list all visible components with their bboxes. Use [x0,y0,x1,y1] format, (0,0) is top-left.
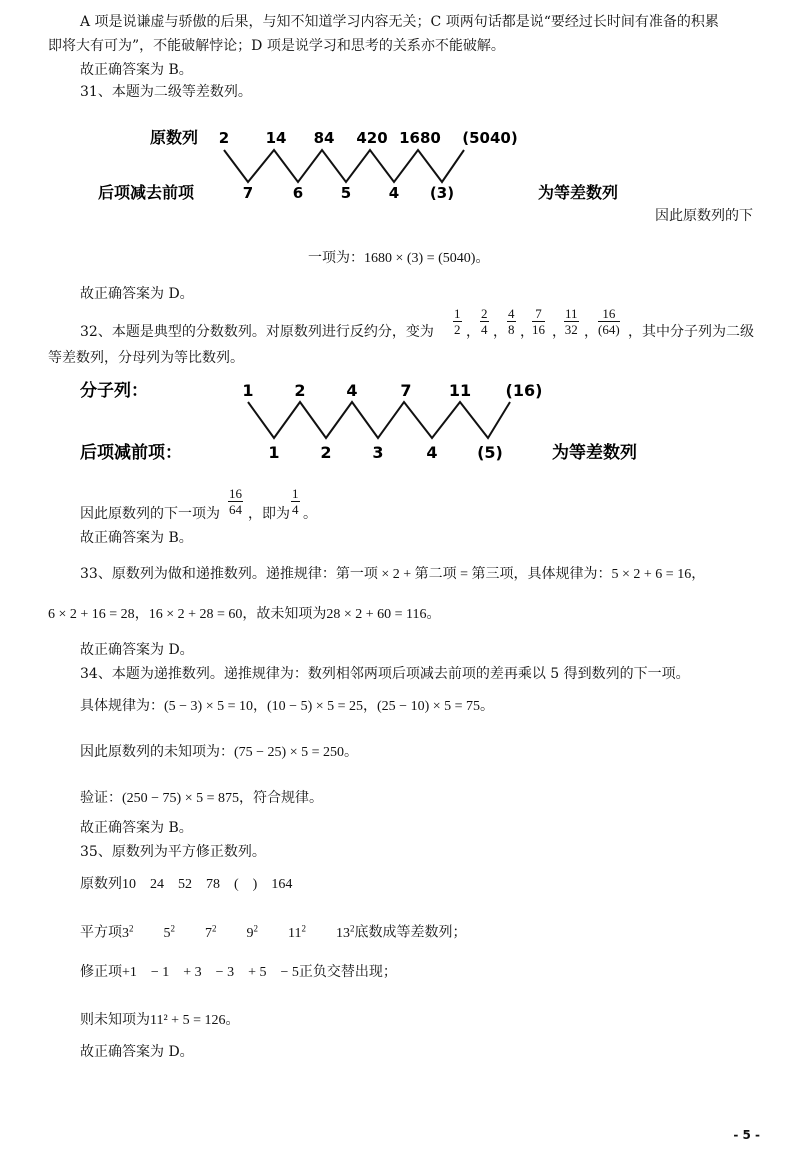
diagram-bottom-value: 2 [320,443,332,462]
formula: 5 × 2 + 6 = 16 [611,567,692,582]
diagram-bottom-value: 1 [268,443,280,462]
text: ， [691,566,706,582]
text: 正负交替出现； [298,964,397,980]
text: 。 [426,606,441,622]
square-term: $5^2$ [163,923,175,941]
text: 。 [475,250,490,266]
diagram-32 [0,372,800,472]
text: 平方项 [80,924,122,941]
text-line: ，其中分子列为二级 [628,324,754,340]
answer-line: 故正确答案为 D。 [80,642,194,658]
text-line: 因此原数列的下 [655,208,753,224]
text-line: 等差数列，分母列为等比数列。 [48,350,244,366]
text: 因此原数列的未知项为： [80,744,234,760]
diagram-top-value: 2 [294,381,306,400]
square-term: $3^2$ [122,923,134,941]
diagram-top-value: 2 [218,129,230,147]
text: 底数成等差数列； [354,924,467,941]
diagram-label-top: 分子列： [80,381,148,401]
answer-line: 故正确答案为 B。 [80,530,193,546]
fraction: $\frac{11}{32}$ [564,306,578,337]
text-line [80,1010,239,1031]
diagram-top-value: 11 [448,381,472,400]
text-line [80,874,292,895]
formula: (250 − 75) × 5 = 875 [122,791,240,806]
formula: 6 × 2 + 16 = 28 [48,607,135,622]
square-term: $9^2$ [246,923,258,941]
square-term: $7^2$ [205,923,217,941]
fraction: $\frac{16}{(64)}$ [598,306,620,337]
answer-line: 故正确答案为 D。 [80,286,194,302]
text-line [308,248,489,269]
diagram-top-value: 4 [346,381,358,400]
sequence-values: 10 24 52 78 ( ) 164 [122,877,293,892]
diagram-top-value: 14 [265,129,287,147]
answer-line: 故正确答案为 D。 [80,1044,194,1060]
separator: ， [466,324,480,340]
formula: 16 × 2 + 28 = 60 [148,607,243,622]
fraction: $\frac{16}{64}$ [229,486,242,517]
diagram-bottom-value: 7 [242,184,254,202]
diagram-top-value: (16) [505,381,543,400]
text: 具体规律为： [80,698,164,714]
diagram-top-value: 1680 [399,129,441,147]
question-34: 34、本题为递推数列。递推规律为：数列相邻两项后项减去前项的差再乘以 5 得到数列的下一项。 [80,666,690,682]
diagram-bottom-value: 4 [426,443,438,462]
formula: 11² + 5 = 126 [150,1013,226,1028]
answer-line: 故正确答案为 B。 [80,62,193,78]
zigzag-line [248,402,510,438]
text: ， [134,606,149,622]
diagram-bottom-value: 4 [388,184,400,202]
text-line [80,962,397,983]
diagram-bottom-value: (5) [477,443,503,462]
separator: ， [493,324,507,340]
text-line: A 项是说谦虚与骄傲的后果，与知不知道学习内容无关；C 项两句话都是说“要经过长时间有准备的积累 [80,14,719,30]
separator: ， [584,324,598,340]
square-term: $11^2$ [288,923,306,941]
diagram-bottom-value: 6 [292,184,304,202]
text: 修正项 [80,964,122,980]
formula: 1680 × (3) = (5040) [364,251,476,266]
formula: 28 × 2 + 60 = 116 [326,607,427,622]
text-line: ，即为 [248,506,290,522]
square-term: $13^2$ [335,923,355,941]
fraction: $\frac{1}{2}$ [454,306,461,337]
diagram-top-value: (5040) [462,129,518,147]
diagram-bottom-value: (3) [429,184,455,202]
diagram-tail: 为等差数列 [538,183,619,202]
diagram-top-value: 7 [400,381,412,400]
fraction: $\frac{4}{8}$ [508,306,515,337]
diagram-bottom-value: 5 [340,184,352,202]
separator: ， [520,324,534,340]
text-line: 。 [303,506,317,522]
zigzag-line [224,150,464,182]
fraction: $\frac{2}{4}$ [481,306,488,337]
formula: (75 − 25) × 5 = 250。 [234,745,359,760]
diagram-top-value: 1 [242,381,254,400]
question-35: 35、原数列为平方修正数列。 [80,844,266,860]
text-line [80,788,323,809]
diagram-label-top: 原数列 [150,128,199,147]
text: ，故未知项为 [242,606,327,622]
correction-values: +1 − 1 + 3 − 3 + 5 − 5 [122,965,299,980]
formula: (5 − 3) × 5 = 10，(10 − 5) × 5 = 25，(25 − 10) × 5 = 75。 [164,699,495,714]
page-number: - 5 - [733,1128,760,1142]
text: 验证： [80,790,122,806]
text: 。 [225,1012,240,1028]
question-31: 31、本题为二级等差数列。 [80,84,252,100]
text-line [48,604,441,625]
diagram-bottom-value: 3 [372,443,384,462]
formula: 第一项 × 2 + 第二项 = 第三项 [335,567,514,582]
diagram-top-value: 420 [356,129,388,147]
diagram-tail: 为等差数列 [552,443,637,463]
answer-line: 故正确答案为 B。 [80,820,193,836]
text: ，具体规律为： [513,566,612,582]
text-line: 因此原数列的下一项为 [80,506,220,522]
text: 原数列 [80,876,122,892]
text: 则未知项为 [80,1012,150,1028]
diagram-label-bottom: 后项减前项： [80,443,182,463]
fraction: $\frac{7}{16}$ [532,306,545,337]
text-line: 即将大有可为”，不能破解悖论；D 项是说学习和思考的关系亦不能破解。 [48,38,505,54]
text-line [80,696,494,717]
separator: ， [552,324,566,340]
question-32: 32、本题是典型的分数数列。对原数列进行反约分，变为 [80,324,434,340]
diagram-label-bottom: 后项减去前项 [98,183,195,202]
text: 33、原数列为做和递推数列。递推规律： [80,566,336,582]
diagram-top-value: 84 [313,129,335,147]
text-line [80,918,466,944]
text: ，符合规律。 [239,790,324,806]
fraction: $\frac{1}{4}$ [292,486,299,517]
question-33 [80,564,705,585]
text-line [80,742,358,763]
text: 一项为： [308,250,364,266]
